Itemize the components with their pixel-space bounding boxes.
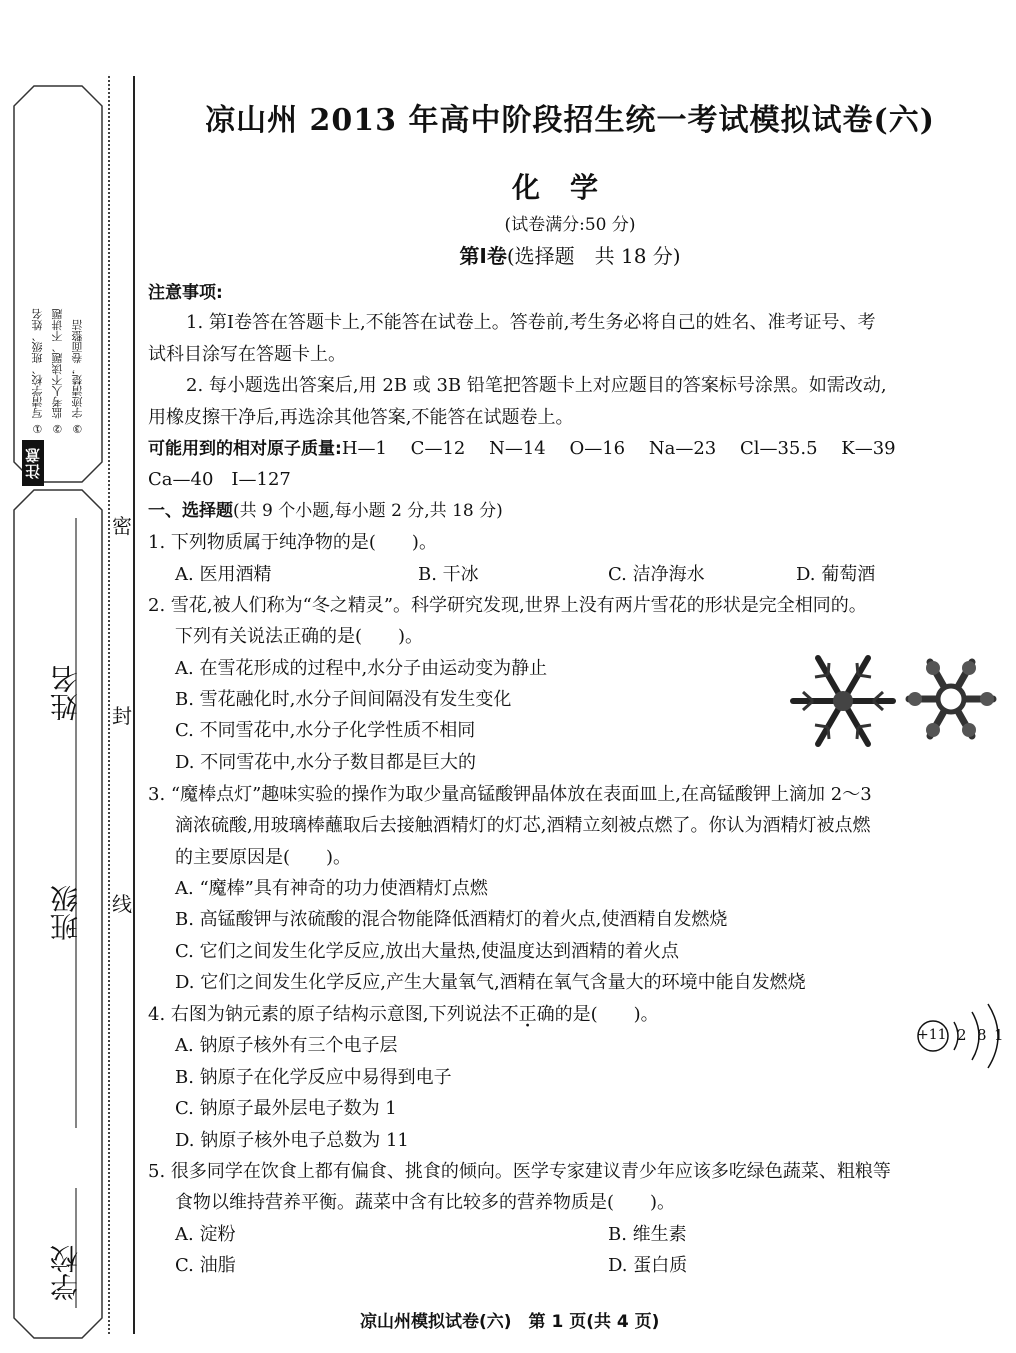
q4-stem-post: 的是( )。: [554, 1004, 659, 1025]
atomic-mass-values-a: H—1 C—12 N—14 O—16 Na—23 Cl—35.5 K—39: [341, 438, 896, 459]
notice-2-line-2: 用橡皮擦干净后,再选涂其他答案,不能答在试题卷上。: [148, 407, 574, 428]
q2-option-d: D. 不同雪花中,水分子数目都是巨大的: [175, 752, 476, 773]
q4-option-d: D. 钠原子核外电子总数为 11: [175, 1130, 409, 1151]
notice-1-line-2: 试科目涂写在答题卡上。: [148, 344, 346, 365]
notice-heading: 注意事项:: [148, 283, 223, 303]
seal-char-mi: 密: [112, 510, 132, 539]
q1-option-a: A. 医用酒精: [175, 564, 272, 585]
notice-2-line-1: 2. 每小题选出答案后,用 2B 或 3B 铅笔把答题卡上对应题目的答案标号涂黑。如需改动,: [186, 375, 887, 396]
q2-stem-line-1: 2. 雪花,被人们称为“冬之精灵”。科学研究发现,世界上没有两片雪花的形状是完全相同的。: [148, 595, 867, 616]
notice-item-1: ① 写清学校、班级、姓名: [31, 308, 44, 435]
section-label: 一、选择题: [148, 501, 233, 521]
field-class-label: 班级: [49, 885, 82, 941]
section-heading: [148, 496, 503, 521]
part-desc: (选择题 共 18 分): [506, 244, 681, 268]
atomic-mass-line-1: [148, 434, 896, 460]
part-label: 第Ⅰ卷: [459, 244, 507, 268]
q4-option-b: B. 钠原子在化学反应中易得到电子: [175, 1067, 452, 1088]
q2-option-b: B. 雪花融化时,水分子间间隔没有发生变化: [175, 689, 512, 710]
q1-option-c: C. 洁净海水: [608, 564, 705, 585]
exam-title: 凉山州 2013 年高中阶段招生统一考试模拟试卷(六): [205, 103, 935, 138]
notice-item-2: ② 监考人不读题、不讲题: [51, 308, 64, 435]
q3-option-d: D. 它们之间发生化学反应,产生大量氧气,酒精在氧气含量大的环境中能自发燃烧: [175, 972, 806, 993]
nucleus-charge: +11: [917, 1027, 947, 1043]
q3-stem-line-3: 的主要原因是( )。: [175, 847, 352, 868]
snowflake-image-2: [904, 654, 998, 744]
q4-option-a: A. 钠原子核外有三个电子层: [175, 1035, 398, 1056]
section-desc: (共 9 个小题,每小题 2 分,共 18 分): [233, 501, 503, 521]
q4-option-c: C. 钠原子最外层电子数为 1: [175, 1098, 397, 1119]
q3-option-c: C. 它们之间发生化学反应,放出大量热,使温度达到酒精的着火点: [175, 941, 680, 962]
atomic-mass-line-2: Ca—40 I—127: [148, 469, 291, 490]
page-footer: 凉山州模拟试卷(六) 第 1 页(共 4 页): [360, 1312, 660, 1332]
q3-stem-line-2: 滴浓硫酸,用玻璃棒蘸取后去接触酒精灯的灯芯,酒精立刻被点燃了。你认为酒精灯被点燃: [175, 815, 871, 836]
q5-option-b: B. 维生素: [608, 1224, 687, 1245]
sodium-atom-diagram: [914, 1000, 1006, 1072]
q5-stem-line-1: 5. 很多同学在饮食上都有偏食、挑食的倾向。医学专家建议青少年应该多吃绿色蔬菜、粗粮等: [148, 1161, 891, 1182]
q1-stem: 1. 下列物质属于纯净物的是( )。: [148, 532, 437, 553]
shell-2-count: 8: [977, 1026, 987, 1044]
q3-option-a: A. “魔棒”具有神奇的功力使酒精灯点燃: [175, 878, 488, 899]
shell-3-count: 1: [994, 1026, 1004, 1044]
q4-stem-emphasis: 不正确: [500, 1004, 555, 1025]
atomic-mass-label: 可能用到的相对原子质量:: [148, 439, 342, 459]
q2-option-a: A. 在雪花形成的过程中,水分子由运动变为静止: [175, 658, 548, 679]
notice-1-line-1: 1. 第Ⅰ卷答在答题卡上,不能答在试卷上。答卷前,考生务必将自己的姓名、准考证号、考: [186, 312, 876, 333]
seal-char-xian: 线: [112, 888, 132, 917]
q2-stem-line-2: 下列有关说法正确的是( )。: [175, 626, 424, 647]
q1-option-b: B. 干冰: [418, 564, 479, 585]
q5-option-a: A. 淀粉: [175, 1224, 236, 1245]
q1-option-d: D. 葡萄酒: [796, 564, 876, 585]
q2-option-c: C. 不同雪花中,水分子化学性质不相同: [175, 720, 476, 741]
notice-item-3: ③ 字迹清楚，卷面整洁: [71, 319, 84, 435]
q5-option-d: D. 蛋白质: [608, 1255, 688, 1276]
notice-title-badge: 注意事项: [22, 440, 44, 486]
q5-option-c: C. 油脂: [175, 1255, 236, 1276]
margin-rule: [133, 76, 135, 1334]
part-heading: [160, 240, 980, 269]
q4-stem-pre: 4. 右图为钠元素的原子结构示意图,下列说法: [148, 1004, 501, 1025]
field-name-label: 姓名: [49, 665, 82, 721]
q5-stem-line-2: 食物以维持营养平衡。蔬菜中含有比较多的营养物质是( )。: [175, 1192, 676, 1213]
shell-1-count: 2: [957, 1026, 967, 1044]
q4-stem: [148, 1000, 659, 1026]
snowflake-image-1: [788, 652, 898, 750]
seal-dotted-line: [108, 76, 110, 1334]
seal-char-feng: 封: [112, 700, 132, 729]
q3-stem-line-1: 3. “魔棒点灯”趣味实验的操作为取少量高锰酸钾晶体放在表面皿上,在高锰酸钾上滴加 2～3: [148, 784, 872, 805]
full-score: (试卷满分:50 分): [504, 215, 636, 235]
field-school-label: 学校: [49, 1245, 82, 1301]
q3-option-b: B. 高锰酸钾与浓硫酸的混合物能降低酒精灯的着火点,使酒精自发燃烧: [175, 909, 728, 930]
subject-title: 化学: [511, 171, 628, 204]
